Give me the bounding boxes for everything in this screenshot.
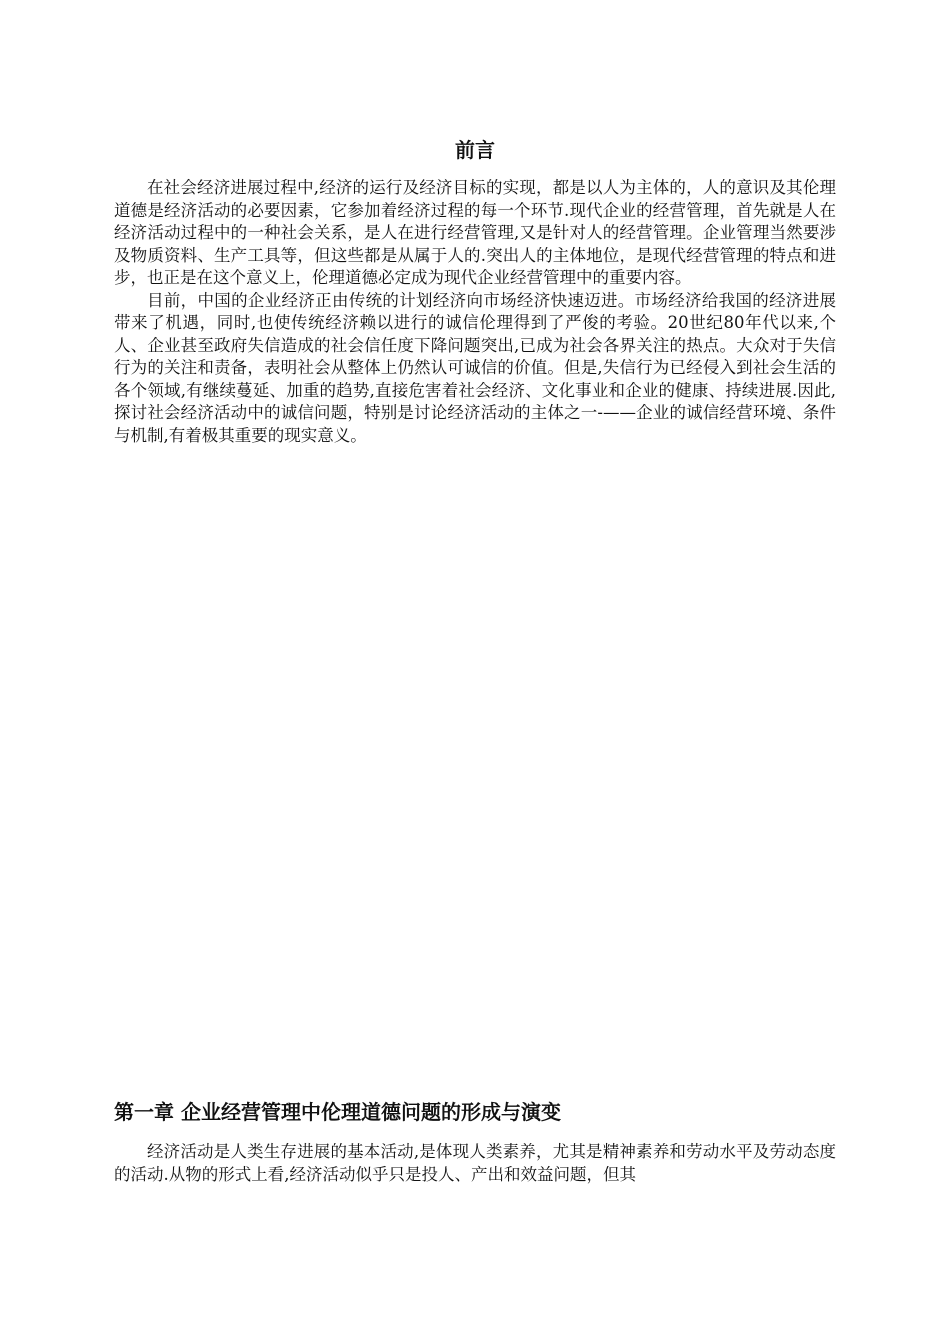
chapter-1-title: 第一章 企业经营管理中伦理道德问题的形成与演变 — [114, 1100, 561, 1124]
preface-paragraph-1: 在社会经济进展过程中,经济的运行及经济目标的实现，都是以人为主体的，人的意识及其伦理道德是经济活动的必要因素，它参加着经济过程的每一个环节.现代企业的经营管理，首先就是人在经济活动过程中的一种社会关系，是人在进行经营管理,又是针对人的经营管理。企业管理当然要涉及物质资料、生产工具等，但这些都是从属于人的.突出人的主体地位，是现代经营管理的特点和进步，也正是在这个意义上，伦理道德必定成为现代企业经营管理中的重要内容。 — [114, 178, 836, 287]
chapter-1-paragraph-1: 经济活动是人类生存进展的基本活动,是体现人类素养，尤其是精神素养和劳动水平及劳动态度的活动.从物的形式上看,经济活动似乎只是投人、产出和效益问题，但其 — [114, 1142, 836, 1184]
preface-title: 前言 — [455, 138, 495, 162]
preface-body — [114, 177, 836, 447]
chapter-1-body — [114, 1141, 836, 1186]
preface-paragraph-2: 目前，中国的企业经济正由传统的计划经济向市场经济快速迈进。市场经济给我国的经济进展带来了机遇，同时,也使传统经济赖以进行的诚信伦理得到了严俊的考验。20世纪80年代以来,个人、企业甚至政府失信造成的社会信任度下降问题突出,已成为社会各界关注的热点。大众对于失信行为的关注和责备，表明社会从整体上仍然认可诚信的价值。但是,失信行为已经侵入到社会生活的各个领域,有继续蔓延、加重的趋势,直接危害着社会经济、文化事业和企业的健康、持续进展.因此,探讨社会经济活动中的诚信问题，特别是讨论经济活动的主体之一-——企业的诚信经营环境、条件与机制,有着极其重要的现实意义。 — [114, 290, 836, 445]
